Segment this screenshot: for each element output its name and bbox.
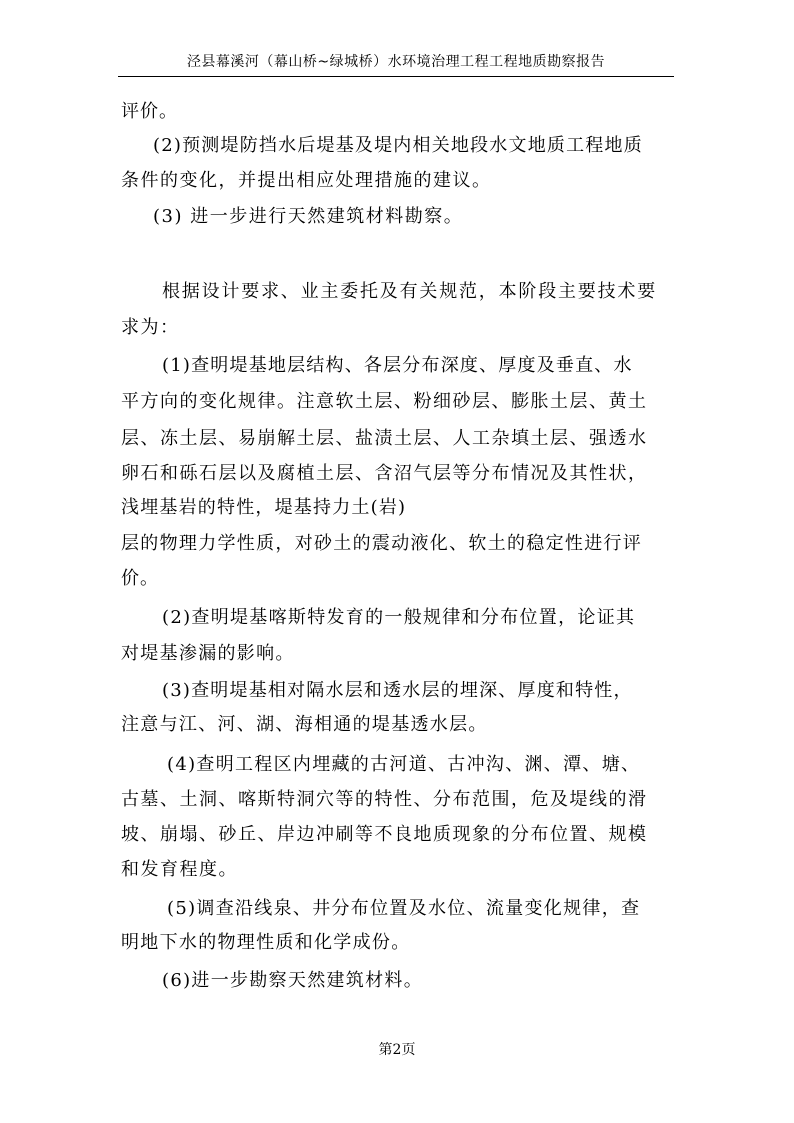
text-line bbox=[0, 600, 794, 636]
line-text: 坡、崩塌、砂丘、岸边冲刷等不良地质现象的分布位置、规模 bbox=[121, 824, 648, 845]
line-text: 层、冻土层、易崩解土层、盐渍土层、人工杂填土层、强透水 bbox=[121, 428, 648, 449]
line-text: 根据设计要求、业主委托及有关规范，本阶段主要技术要 bbox=[162, 281, 657, 302]
text-line bbox=[0, 782, 794, 818]
line-text: (1)查明堤基地层结构、各层分布深度、厚度及垂直、水 bbox=[162, 355, 633, 376]
text-line bbox=[0, 128, 794, 164]
text-line bbox=[0, 421, 794, 457]
line-text: 层的物理力学性质，对砂土的震动液化、软土的稳定性进行评 bbox=[121, 533, 643, 554]
text-line bbox=[0, 707, 794, 743]
line-text: 注意与江、河、湖、海相通的堤基透水层。 bbox=[121, 714, 488, 735]
line-text: (3)查明堤基相对隔水层和透水层的埋深、厚度和特性， bbox=[162, 680, 633, 701]
line-text: 卵石和砾石层以及腐植土层、含沼气层等分布情况及其性状， bbox=[121, 463, 648, 484]
text-line bbox=[0, 490, 794, 526]
line-text: 评价。 bbox=[121, 101, 178, 122]
text-line bbox=[0, 673, 794, 709]
text-line bbox=[0, 925, 794, 961]
text-line bbox=[0, 852, 794, 888]
line-text: 明地下水的物理性质和化学成份。 bbox=[121, 932, 411, 953]
line-text: 条件的变化，并提出相应处理措施的建议。 bbox=[121, 170, 492, 191]
text-line bbox=[0, 199, 794, 235]
text-line bbox=[0, 963, 794, 999]
line-text: 古墓、土洞、喀斯特洞穴等的特性、分布范围，危及堤线的滑 bbox=[121, 789, 648, 810]
line-text: (3) 进一步进行天然建筑材料勘察。 bbox=[153, 206, 464, 227]
running-header: 泾县幕溪河（幕山桥~绿城桥）水环境治理工程工程地质勘察报告 bbox=[186, 54, 606, 70]
text-line bbox=[0, 747, 794, 783]
line-text: 平方向的变化规律。注意软土层、粉细砂层、膨胀土层、黄土 bbox=[121, 391, 648, 412]
line-text: 求为： bbox=[121, 317, 180, 338]
line-text: 对堤基渗漏的影响。 bbox=[121, 643, 295, 664]
text-line bbox=[0, 636, 794, 672]
text-line bbox=[0, 526, 794, 562]
line-text: (6)进一步勘察天然建筑材料。 bbox=[162, 970, 423, 991]
text-line bbox=[0, 310, 794, 346]
text-line bbox=[0, 163, 794, 199]
text-line bbox=[0, 384, 794, 420]
text-line bbox=[0, 891, 794, 927]
line-text: (2)预测堤防挡水后堤基及堤内相关地段水文地质工程地质 bbox=[153, 135, 643, 156]
text-line bbox=[0, 817, 794, 853]
page-number: 第2页 bbox=[378, 1042, 416, 1058]
line-text: (5)调查沿线泉、井分布位置及水位、流量变化规律，查 bbox=[167, 898, 641, 919]
text-line bbox=[0, 561, 794, 597]
line-text: 价。 bbox=[121, 568, 159, 589]
line-text: (4)查明工程区内埋藏的古河道、古冲沟、渊、潭、塘、 bbox=[167, 754, 641, 775]
line-text: 浅埋基岩的特性，堤基持力土(岩) bbox=[121, 497, 407, 518]
text-line bbox=[0, 348, 794, 384]
line-text: 和发育程度。 bbox=[121, 859, 238, 880]
line-text: (2)查明堤基喀斯特发育的一般规律和分布位置，论证其 bbox=[162, 607, 636, 628]
text-line bbox=[0, 456, 794, 492]
text-line bbox=[0, 94, 794, 130]
text-line bbox=[0, 274, 794, 310]
header-divider bbox=[118, 76, 674, 77]
